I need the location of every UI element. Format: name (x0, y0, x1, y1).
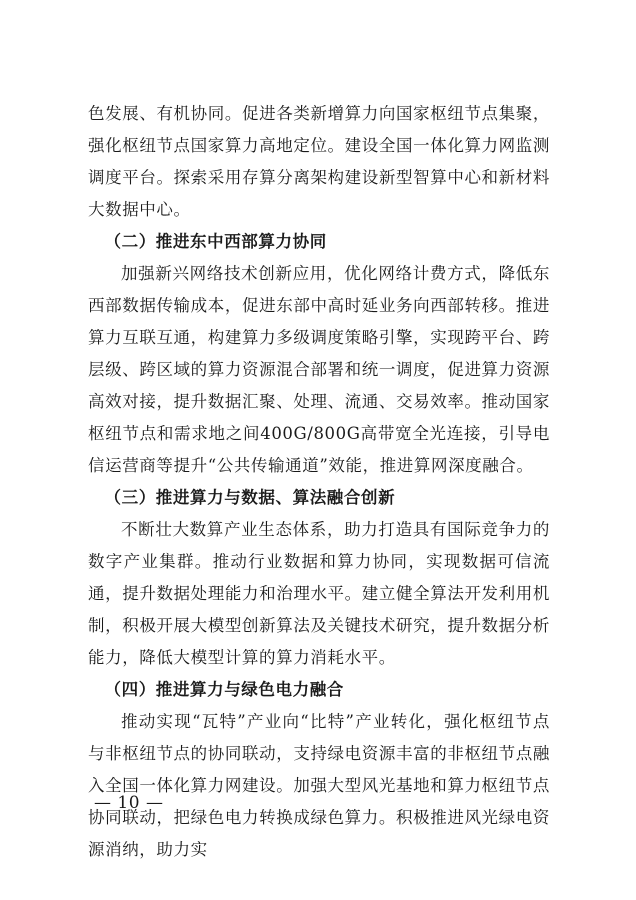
section-heading-3: （三）推进算力与数据、算法融合创新 (104, 488, 396, 507)
paragraph-green-power-integration: 推动实现“瓦特”产业向“比特”产业转化，强化枢纽节点与非枢纽节点的协同联动，支持绿电资源丰富的非枢纽节点融入全国一体化算力网建设。加强大型风光基地和算力枢纽节点协同联动，把绿色电力转换成绿色算力。积极推进风光绿电资源消纳，助力实 (88, 712, 550, 859)
paragraph-data-algorithm-innovation: 不断壮大数算产业生态体系，助力打造具有国际竞争力的数字产业集群。推动行业数据和算力协同，实现数据可信流通，提升数据处理能力和治理水平。建立健全算法开发利用机制，积极开展大模型创新算法及关键技术研究，提升数据分析能力，降低大模型计算的算力消耗水平。 (88, 520, 550, 667)
page-number: — 10 — (94, 793, 164, 813)
section-heading-4: （四）推进算力与绿色电力融合 (104, 680, 344, 699)
document-body (88, 98, 550, 866)
paragraph-continuation: 色发展、有机协同。促进各类新增算力向国家枢纽节点集聚，强化枢纽节点国家算力高地定位。建设全国一体化算力网监测调度平台。探索采用存算分离架构建设新型智算中心和新材料大数据中心。 (88, 104, 550, 219)
paragraph-east-west-coordination: 加强新兴网络技术创新应用，优化网络计费方式，降低东西部数据传输成本，促进东部中高时延业务向西部转移。推进算力互联互通，构建算力多级调度策略引擎，实现跨平台、跨层级、跨区域的算力资源混合部署和统一调度，促进算力资源高效对接，提升数据汇聚、处理、流通、交易效率。推动国家枢纽节点和需求地之间400G/800G高带宽全光连接，引导电信运营商等提升“公共传输通道”效能，推进算网深度融合。 (88, 264, 550, 475)
section-heading-2: （二）推进东中西部算力协同 (104, 232, 327, 251)
